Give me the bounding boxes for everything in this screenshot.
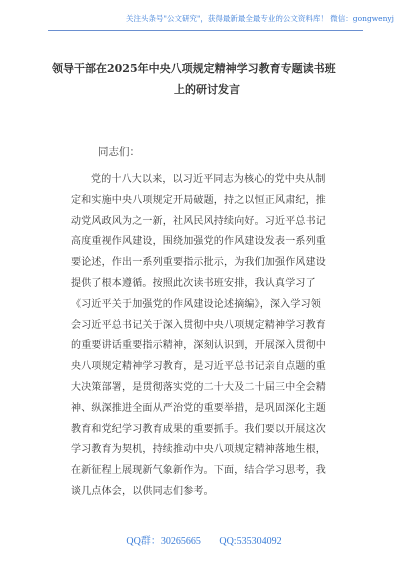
paragraph-line: 动党风政风为之一新，社风民风持续向好。习近平总书记 bbox=[71, 215, 326, 227]
header-divider bbox=[48, 30, 363, 31]
paragraph-line: 谈几点体会，以供同志们参考。 bbox=[71, 485, 214, 497]
title-line-2: 上的研讨发言 bbox=[174, 83, 240, 96]
footer-qq-group: QQ群：30265665 bbox=[126, 536, 201, 547]
paragraph-line: 学习教育为契机，持续推动中央八项规定精神落地生根， bbox=[71, 444, 326, 456]
header-note: 关注头条号"公文研究"，获得最新最全最专业的公文资料库！ 微信：gongwenyj bbox=[126, 14, 394, 23]
paragraph-line: 教育和党纪学习教育成果的重要抓手。我们要以开展这次 bbox=[71, 423, 326, 435]
footer bbox=[0, 532, 408, 547]
paragraph-line: 大决策部署，是贯彻落实党的二十大及二十届三中全会精 bbox=[71, 381, 326, 393]
paragraph-line: 央八项规定精神学习教育，是习近平总书记亲自点题的重 bbox=[71, 361, 326, 373]
paragraph-line: 定和实施中央八项规定开局破题，持之以恒正风肃纪，推 bbox=[71, 194, 326, 206]
greeting: 同志们： bbox=[98, 146, 140, 158]
paragraph-line: 《习近平关于加强党的作风建设论述摘编》，深入学习领 bbox=[71, 298, 321, 310]
paragraph-line: 的重要讲话重要指示精神，深刻认识到，开展深入贯彻中 bbox=[71, 340, 326, 352]
paragraph-line: 党的十八大以来，以习近平同志为核心的党中央从制 bbox=[91, 174, 326, 185]
paragraph-line: 会习近平总书记关于深入贯彻中央八项规定精神学习教育 bbox=[71, 319, 326, 331]
paragraph-line: 神、纵深推进全面从严治党的重要举措，是巩固深化主题 bbox=[71, 402, 326, 414]
title-line-1: 领导干部在2025年中央八项规定精神学习教育专题读书班 bbox=[52, 62, 336, 75]
paragraph-line: 高度重视作风建设，围绕加强党的作风建设发表一系列重 bbox=[71, 236, 326, 248]
document-title bbox=[52, 58, 362, 100]
body-paragraph bbox=[71, 170, 361, 503]
paragraph-line: 要论述，作出一系列重要指示批示，为我们加强作风建设 bbox=[71, 257, 326, 269]
footer-qq-contact: QQ:535304092 bbox=[219, 536, 282, 547]
paragraph-line: 提供了根本遵循。按照此次读书班安排，我认真学习了 bbox=[71, 277, 316, 289]
paragraph-line: 在新征程上展现新气象新作为。下面，结合学习思考，我 bbox=[71, 465, 326, 477]
